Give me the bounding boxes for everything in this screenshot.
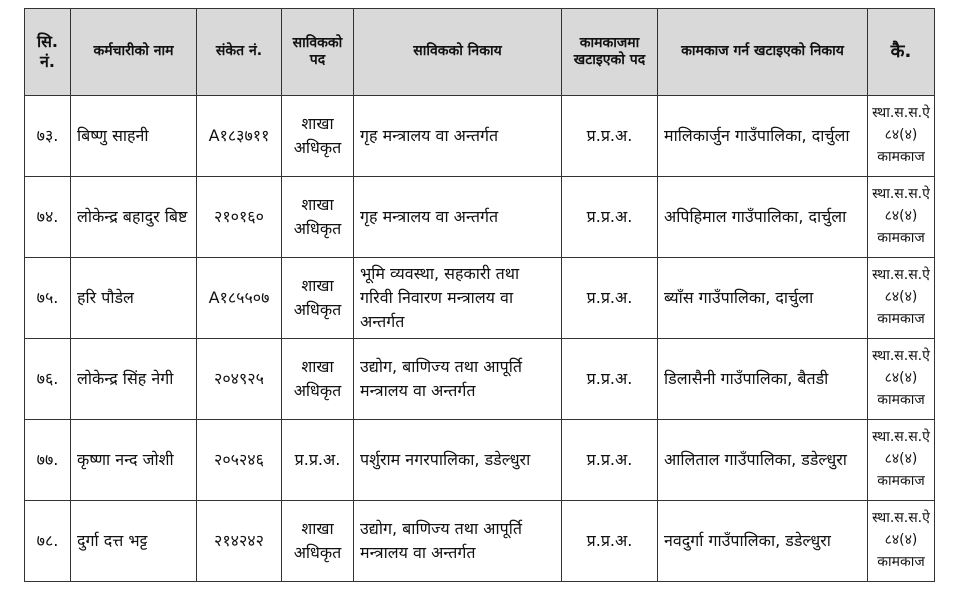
header-code: संकेत नं.: [197, 9, 282, 96]
cell-name: लोकेन्द्र सिंह नेगी: [71, 339, 197, 420]
remark-line: ८४(४): [884, 451, 918, 468]
cell-prev-post: शाखा अधिकृत: [282, 339, 354, 420]
cell-deployed-office: आलिताल गाउँपालिका, डडेल्धुरा: [658, 420, 868, 501]
cell-name: लोकेन्द्र बहादुर बिष्ट: [71, 177, 197, 258]
cell-deployed-post: प्र.प्र.अ.: [562, 258, 658, 339]
header-deployed-post: कामकाजमा खटाइएको पद: [562, 9, 658, 96]
cell-deployed-office: नवदुर्गा गाउँपालिका, डडेल्धुरा: [658, 501, 868, 582]
cell-remark: [868, 339, 935, 420]
remark-line: स्था.स.स.ऐ: [872, 348, 930, 365]
cell-serial: ७७.: [25, 420, 71, 501]
table-row: [25, 420, 935, 501]
cell-prev-post: प्र.प्र.अ.: [282, 420, 354, 501]
cell-remark: [868, 420, 935, 501]
cell-deployed-post: प्र.प्र.अ.: [562, 96, 658, 177]
remark-line: कामकाज: [877, 229, 925, 246]
cell-prev-post: शाखा अधिकृत: [282, 501, 354, 582]
cell-prev-office: गृह मन्त्रालय वा अन्तर्गत: [354, 177, 562, 258]
table-row: [25, 339, 935, 420]
cell-deployed-post: प्र.प्र.अ.: [562, 501, 658, 582]
cell-code: २०४९२५: [197, 339, 282, 420]
cell-prev-post: शाखा अधिकृत: [282, 258, 354, 339]
cell-code: २१४२४२: [197, 501, 282, 582]
remark-line: स्था.स.स.ऐ: [872, 429, 930, 446]
cell-prev-office: भूमि व्यवस्था, सहकारी तथा गरिवी निवारण मन्त्रालय वा अन्तर्गत: [354, 258, 562, 339]
table-row: [25, 177, 935, 258]
remark-line: ८४(४): [884, 289, 918, 306]
cell-deployed-office: डिलासैनी गाउँपालिका, बैतडी: [658, 339, 868, 420]
table-row: [25, 501, 935, 582]
cell-prev-office: उद्योग, बाणिज्य तथा आपूर्ति मन्त्रालय वा अन्तर्गत: [354, 339, 562, 420]
cell-remark: [868, 258, 935, 339]
remark-line: कामकाज: [877, 310, 925, 327]
remark-line: कामकाज: [877, 148, 925, 165]
cell-name: हरि पौडेल: [71, 258, 197, 339]
cell-code: २०५२४६: [197, 420, 282, 501]
cell-deployed-office: ब्याँस गाउँपालिका, दार्चुला: [658, 258, 868, 339]
cell-remark: [868, 177, 935, 258]
header-deployed-office: कामकाज गर्न खटाइएको निकाय: [658, 9, 868, 96]
header-prev-post: साविकको पद: [282, 9, 354, 96]
cell-prev-post: शाखा अधिकृत: [282, 96, 354, 177]
cell-serial: ७८.: [25, 501, 71, 582]
remark-line: ८४(४): [884, 532, 918, 549]
staff-deployment-table-wrapper: [24, 8, 935, 582]
staff-deployment-table: [24, 8, 935, 582]
cell-remark: [868, 96, 935, 177]
remark-line: कामकाज: [877, 472, 925, 489]
header-serial: सि. नं.: [25, 9, 71, 96]
remark-line: ८४(४): [884, 370, 918, 387]
cell-code: A१८३७११: [197, 96, 282, 177]
cell-name: कृष्णा नन्द जोशी: [71, 420, 197, 501]
remark-line: कामकाज: [877, 553, 925, 570]
cell-remark: [868, 501, 935, 582]
cell-prev-post: शाखा अधिकृत: [282, 177, 354, 258]
cell-serial: ७५.: [25, 258, 71, 339]
header-name: कर्मचारीको नाम: [71, 9, 197, 96]
table-row: [25, 258, 935, 339]
cell-prev-office: गृह मन्त्रालय वा अन्तर्गत: [354, 96, 562, 177]
cell-deployed-office: मालिकार्जुन गाउँपालिका, दार्चुला: [658, 96, 868, 177]
remark-line: स्था.स.स.ऐ: [872, 267, 930, 284]
cell-name: बिष्णु साहनी: [71, 96, 197, 177]
cell-prev-office: पर्शुराम नगरपालिका, डडेल्धुरा: [354, 420, 562, 501]
cell-code: २१०१६०: [197, 177, 282, 258]
header-prev-office: साविकको निकाय: [354, 9, 562, 96]
cell-deployed-post: प्र.प्र.अ.: [562, 420, 658, 501]
remark-line: स्था.स.स.ऐ: [872, 510, 930, 527]
cell-prev-office: उद्योग, बाणिज्य तथा आपूर्ति मन्त्रालय वा अन्तर्गत: [354, 501, 562, 582]
remark-line: कामकाज: [877, 391, 925, 408]
cell-serial: ७३.: [25, 96, 71, 177]
cell-serial: ७४.: [25, 177, 71, 258]
remark-line: स्था.स.स.ऐ: [872, 105, 930, 122]
header-row: [25, 9, 935, 96]
table-row: [25, 96, 935, 177]
cell-code: A१८५५०७: [197, 258, 282, 339]
cell-deployed-office: अपिहिमाल गाउँपालिका, दार्चुला: [658, 177, 868, 258]
remark-line: ८४(४): [884, 208, 918, 225]
remark-line: ८४(४): [884, 127, 918, 144]
remark-line: स्था.स.स.ऐ: [872, 186, 930, 203]
cell-serial: ७६.: [25, 339, 71, 420]
header-remarks: कै.: [868, 9, 935, 96]
cell-deployed-post: प्र.प्र.अ.: [562, 339, 658, 420]
cell-deployed-post: प्र.प्र.अ.: [562, 177, 658, 258]
cell-name: दुर्गा दत्त भट्ट: [71, 501, 197, 582]
